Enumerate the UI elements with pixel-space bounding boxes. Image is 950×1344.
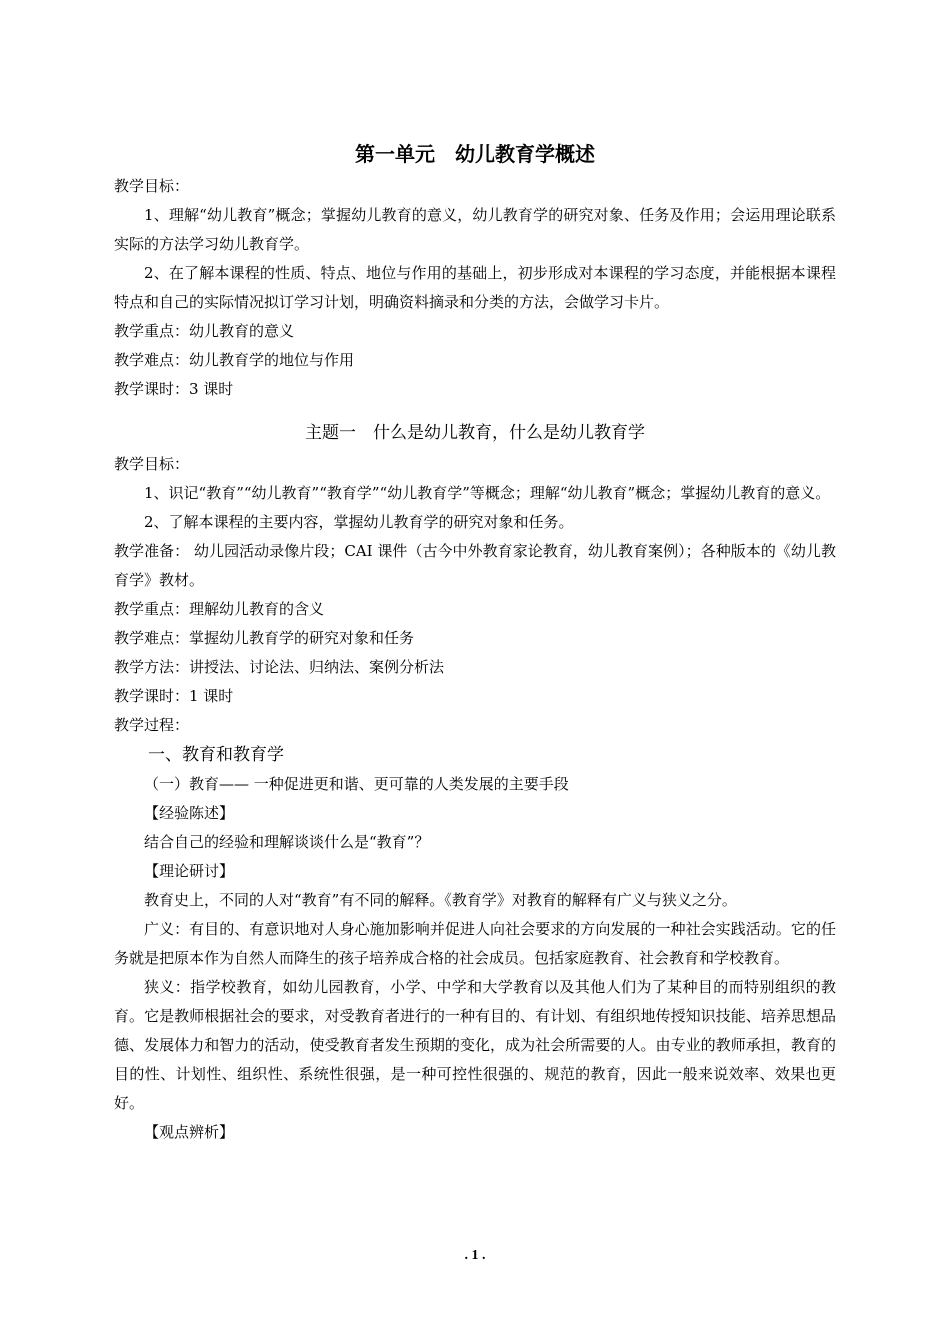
topic-methods: 教学方法：讲授法、讨论法、归纳法、案例分析法	[114, 658, 445, 676]
narrow-definition: 狭义：指学校教育，如幼儿园教育，小学、中学和大学教育以及其他人们为了某种目的而特别组织的教育。它是教师根据社会的要求，对受教育者进行的一种有目的、有计划、有组织地传授知识技能、培养思想品德、发展体力和智力的活动，使受教育者发生预期的变化，成为社会所需要的人。由专业的教师承担，教育的目的性、计划性、组织性、系统性很强，是一种可控性很强的、规范的教育，因此一般来说效率、效果也更好。	[114, 978, 836, 1112]
section-heading-1: 一、教育和教育学	[148, 745, 284, 765]
unit-key-point: 教学重点：幼儿教育的意义	[114, 322, 295, 340]
unit-difficulty: 教学难点：幼儿教育学的地位与作用	[114, 351, 355, 369]
theory-label: 【理论研讨】	[144, 862, 235, 880]
experience-text: 结合自己的经验和理解谈谈什么是“教育”？	[144, 833, 430, 851]
topic-hours: 教学课时：1 课时	[114, 687, 234, 705]
unit-objective-1: 1、理解“幼儿教育”概念；掌握幼儿教育的意义，幼儿教育学的研究对象、任务及作用；会运用理论联系实际的方法学习幼儿教育学。	[114, 206, 836, 253]
page-content	[114, 138, 836, 1147]
subsection-heading-1: （一）教育—— 一种促进更和谐、更可靠的人类发展的主要手段	[144, 775, 569, 793]
unit-objectives-label: 教学目标：	[114, 177, 190, 195]
topic-key-point: 教学重点：理解幼儿教育的含义	[114, 600, 325, 618]
topic-objective-2: 2、了解本课程的主要内容，掌握幼儿教育学的研究对象和任务。	[144, 513, 574, 531]
broad-definition: 广义：有目的、有意识地对人身心施加影响并促进人向社会要求的方向发展的一种社会实践活动。它的任务就是把原本作为自然人而降生的孩子培养成合格的社会成员。包括家庭教育、社会教育和学校教育。	[114, 920, 836, 967]
theory-text: 教育史上，不同的人对“教育”有不同的解释。《教育学》对教育的解释有广义与狭义之分。	[144, 891, 737, 909]
page-number: . 1 .	[464, 1248, 486, 1263]
topic-title: 主题一 什么是幼儿教育，什么是幼儿教育学	[305, 423, 645, 443]
unit-title: 第一单元 幼儿教育学概述	[355, 142, 595, 166]
topic-difficulty: 教学难点：掌握幼儿教育学的研究对象和任务	[114, 629, 415, 647]
topic-preparation: 教学准备： 幼儿园活动录像片段；CAI 课件（古今中外教育家论教育，幼儿教育案例）；各种版本的《幼儿教育学》教材。	[114, 542, 836, 589]
viewpoint-label: 【观点辨析】	[144, 1123, 235, 1141]
topic-objective-1: 1、识记“教育”“幼儿教育”“教育学”“幼儿教育学”等概念；理解“幼儿教育”概念；掌握幼儿教育的意义。	[144, 484, 831, 502]
unit-hours: 教学课时：3 课时	[114, 380, 234, 398]
experience-label: 【经验陈述】	[144, 804, 235, 822]
unit-objective-2: 2、在了解本课程的性质、特点、地位与作用的基础上，初步形成对本课程的学习态度，并能根据本课程特点和自己的实际情况拟订学习计划，明确资料摘录和分类的方法，会做学习卡片。	[114, 264, 836, 311]
topic-objectives-label: 教学目标：	[114, 455, 190, 473]
topic-process-label: 教学过程：	[114, 716, 190, 734]
